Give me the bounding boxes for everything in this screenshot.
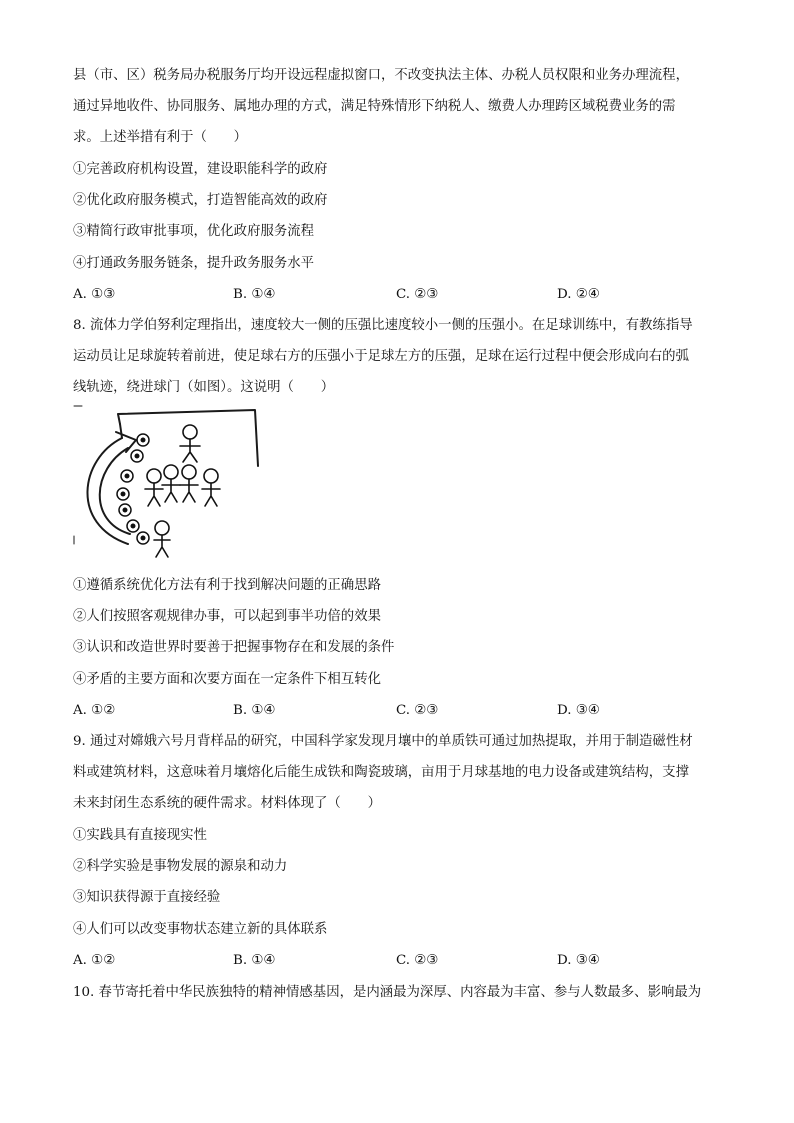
q8-option-b: B. ①④ — [233, 703, 276, 718]
q7-statement-2: ②优化政府服务模式，打造智能高效的政府 — [73, 193, 328, 208]
q9-statement-1: ①实践具有直接现实性 — [73, 828, 207, 843]
players-icon-group — [145, 425, 220, 557]
q7-option-a: A. ①③ — [73, 287, 116, 302]
q9-stem-line-1: 9. 通过对嫦娥六号月背样品的研究，中国科学家发现月壤中的单质铁可通过加热提取，并用于制造磁性材 — [73, 734, 693, 749]
q8-statement-3: ③认识和改造世界时要善于把握事物存在和发展的条件 — [73, 640, 395, 655]
q9-option-c: C. ②③ — [396, 953, 439, 968]
q7-option-c: C. ②③ — [396, 287, 439, 302]
q7-statement-4: ④打通政务服务链条，提升政务服务水平 — [73, 256, 315, 271]
q9-statement-3: ③知识获得源于直接经验 — [73, 890, 221, 905]
q9-option-b: B. ①④ — [233, 953, 276, 968]
q8-stem-line-1: 8. 流体力学伯努利定理指出，速度较大一侧的压强比速度较小一侧的压强小。在足球训练中，有教练指导 — [73, 318, 693, 333]
q9-statement-4: ④人们可以改变事物状态建立新的具体联系 — [73, 922, 328, 937]
q9-option-d: D. ③④ — [557, 953, 600, 968]
q8-statement-1: ①遵循系统优化方法有利于找到解决问题的正确思路 — [73, 578, 381, 593]
q8-statement-2: ②人们按照客观规律办事，可以起到事半功倍的效果 — [73, 609, 381, 624]
q8-stem-line-2: 运动员让足球旋转着前进，使足球右方的压强小于足球左方的压强，足球在运行过程中便会形成向右的弧 — [73, 349, 689, 364]
q7-option-d: D. ②④ — [557, 287, 600, 302]
q8-option-c: C. ②③ — [396, 703, 439, 718]
football-curve-figure — [70, 404, 260, 564]
q7-stem-line-2: 通过异地收件、协同服务、属地办理的方式，满足特殊情形下纳税人、缴费人办理跨区域税费业务的需 — [73, 99, 676, 114]
q8-option-d: D. ③④ — [557, 703, 600, 718]
q7-option-b: B. ①④ — [233, 287, 276, 302]
q7-statement-1: ①完善政府机构设置，建设职能科学的政府 — [73, 162, 328, 177]
q10-stem-line-1: 10. 春节寄托着中华民族独特的精神情感基因，是内涵最为深厚、内容最为丰富、参与人数最多、影响最为 — [73, 985, 702, 1000]
q8-statement-4: ④矛盾的主要方面和次要方面在一定条件下相互转化 — [73, 672, 381, 687]
q7-stem-line-1: 县（市、区）税务局办税服务厅均开设远程虚拟窗口，不改变执法主体、办税人员权限和业务办理流程， — [73, 68, 689, 83]
q9-statement-2: ②科学实验是事物发展的源泉和动力 — [73, 859, 288, 874]
q7-statement-3: ③精简行政审批事项，优化政府服务流程 — [73, 224, 315, 239]
q9-stem-line-2: 料或建筑材料，这意味着月壤熔化后能生成铁和陶瓷玻璃，亩用于月球基地的电力设备或建筑结构，支撑 — [73, 765, 689, 780]
q9-option-a: A. ①② — [73, 953, 116, 968]
q8-stem-line-3: 线轨迹，绕进球门（如图）。这说明（ ） — [73, 380, 335, 395]
q8-option-a: A. ①② — [73, 703, 116, 718]
q7-stem-line-3: 求。上述举措有利于（ ） — [73, 130, 248, 145]
q9-stem-line-3: 未来封闭生态系统的硬件需求。材料体现了（ ） — [73, 796, 381, 811]
